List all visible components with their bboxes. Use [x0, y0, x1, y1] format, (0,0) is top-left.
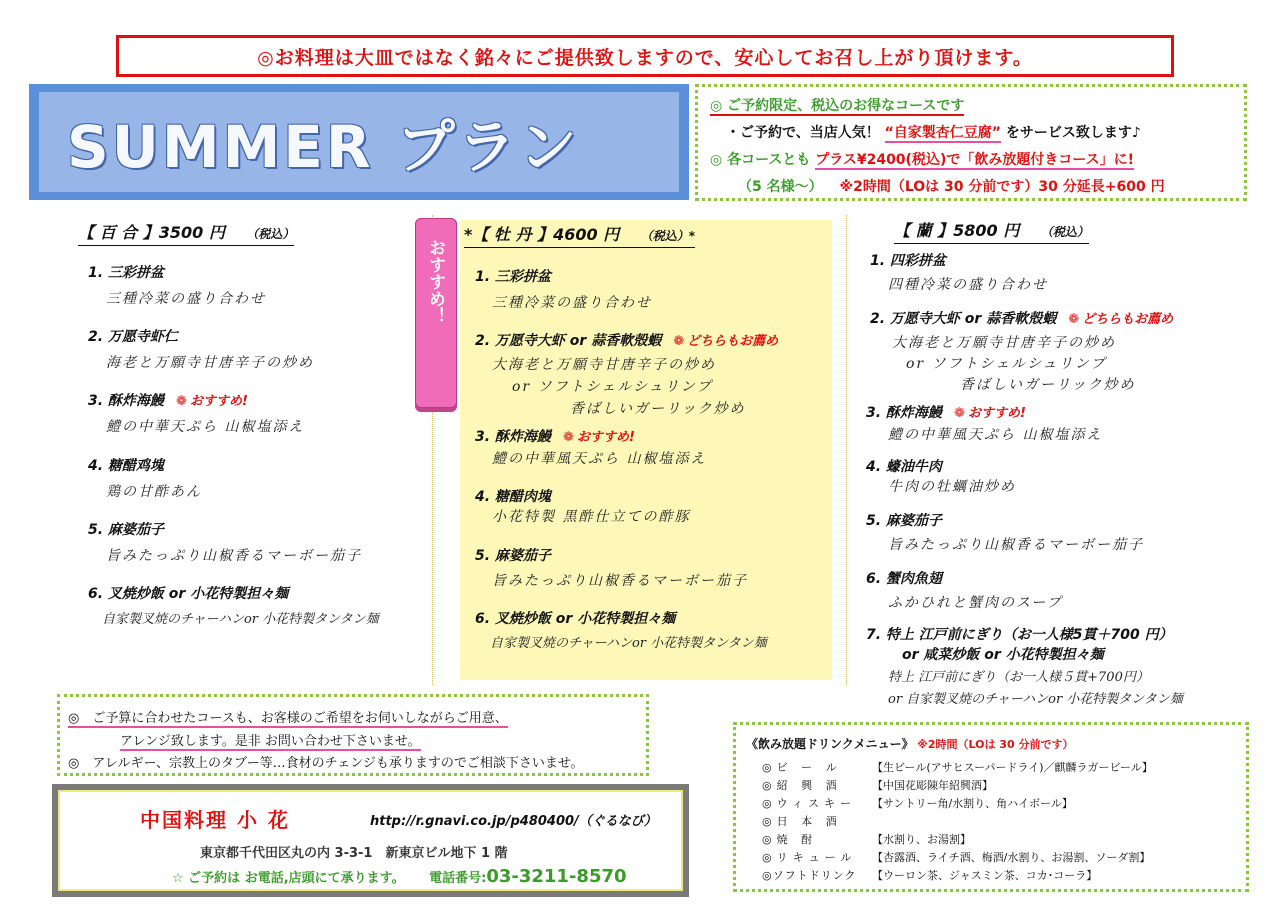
menu-item-name: 7. 特上 江戸前にぎり（お一人様5貫＋700 円） — [866, 627, 1173, 643]
menu-item-desc: 鶏の甘酢あん — [106, 484, 202, 500]
menu-item-desc: 香ばしいガーリック炒め — [960, 377, 1136, 393]
drink-menu-note: ※2時間（LOは 30 分前です） — [917, 738, 1074, 751]
info-line2a: ・ご予約で、当店人気！ — [726, 125, 880, 141]
note-line1: ◎ ご予算に合わせたコースも、お客様のご希望をお伺いしながらご用意、 — [68, 711, 508, 726]
menu-item-name: 5. 麻婆茄子 — [88, 522, 164, 538]
info-line2c: をサービス致します♪ — [1005, 125, 1141, 141]
info-line4a: （5 名様～） — [738, 179, 823, 195]
drink-row: ◎ソフトドリンク 【ウーロン茶、ジャスミン茶、コカ･コーラ】 — [762, 869, 1098, 882]
menu-item-desc: 三種冷菜の盛り合わせ — [106, 291, 266, 307]
drink-row: ◎ウィスキー 【サントリー角/水割り、角ハイボール】 — [762, 797, 1073, 810]
course-yuri-name: 【 百 合 】3500 円 — [78, 223, 225, 242]
menu-item-desc: 大海老と万願寺甘唐辛子の炒め — [892, 335, 1116, 351]
banner-title: SUMMER プラン — [67, 113, 580, 181]
reserve-text: ☆ ご予約は お電話,店頭にて承ります。 — [172, 871, 405, 886]
recommend-badge: ❁ おすすめ! — [954, 406, 1026, 421]
recommend-label: おすすめ！ — [425, 239, 445, 324]
course-botan-name: *【 牡 丹 】4600 円 — [464, 225, 620, 244]
menu-item-desc: 特上 江戸前にぎり（お一人様５貫+700円） — [888, 670, 1149, 685]
notes-box — [57, 694, 649, 776]
note-line2: アレンジ致します。是非 お問い合わせ下さいませ。 — [120, 734, 421, 749]
info-line1: ◎ ご予約限定、税込のお得なコースです — [710, 98, 965, 114]
course-yuri-tax: （税込） — [246, 227, 295, 241]
menu-item-desc: 海老と万願寺甘唐辛子の炒め — [106, 355, 314, 371]
menu-item-desc: or 自家製叉焼のチャーハンor 小花特製タンタン麺 — [888, 692, 1183, 707]
menu-item-name: 3. 酥炸海鰻❁ おすすめ! — [866, 402, 1026, 422]
menu-item-name: 1. 四彩拼盆 — [870, 253, 946, 269]
info-line4b: ※2時間（LOは 30 分前です）30 分延長+600 円 — [839, 179, 1165, 195]
menu-item-desc: or ソフトシェルシュリンプ — [512, 379, 713, 395]
drink-row: ◎紹 興 酒 【中国花彫陳年紹興酒】 — [762, 779, 993, 792]
menu-item-desc: 鱧の中華風天ぷら 山椒塩添え — [492, 451, 707, 467]
drink-menu-box — [733, 722, 1249, 892]
shop-info-frame — [52, 784, 689, 897]
shop-address: 東京都千代田区丸の内 3-3-1 新東京ビル地下 1 階 — [200, 846, 508, 861]
drink-menu-header — [746, 735, 1073, 752]
column-divider-right — [846, 215, 847, 685]
tel-number[interactable]: 03-3211-8570 — [486, 866, 627, 887]
shop-reserve-note — [172, 866, 627, 887]
menu-item-name: 3. 酥炸海鰻❁ おすすめ! — [475, 426, 635, 446]
course-ran-title — [894, 218, 1089, 244]
menu-item-desc: or ソフトシェルシュリンプ — [906, 356, 1107, 372]
menu-item-desc: 牛肉の牡蠣油炒め — [888, 479, 1016, 495]
menu-item-name: 3. 酥炸海鰻❁ おすすめ! — [88, 390, 248, 410]
menu-item-desc: 小花特製 黒酢仕立ての酢豚 — [492, 509, 691, 525]
menu-item-name: 2. 万愿寺大虾 or 蒜香軟殻蝦❁ どちらもお薦め — [475, 330, 778, 350]
info-line3a: ◎ 各コースとも — [710, 152, 811, 168]
note-line3: ◎ アレルギー、宗教上のタブー等…食材のチェンジも承りますのでご相談下さいませ。 — [68, 756, 584, 771]
shop-name: 中国料理 小 花 — [140, 808, 290, 832]
menu-item-name: 2. 万愿寺大虾 or 蒜香軟殻蝦❁ どちらもお薦め — [870, 308, 1173, 328]
recommend-badge: ❁ どちらもお薦め — [673, 334, 778, 349]
menu-item-name: 6. 叉焼炒飯 or 小花特製担々麺 — [475, 611, 676, 627]
menu-item-name: 1. 三彩拼盆 — [475, 269, 551, 285]
shop-info — [58, 790, 683, 891]
menu-item-name: 5. 麻婆茄子 — [475, 548, 551, 564]
recommend-badge: ❁ おすすめ! — [176, 394, 248, 409]
menu-item-name: 4. 糖醋肉塊 — [475, 489, 551, 505]
menu-item-desc: 旨みたっぷり山椒香るマーボー茄子 — [106, 548, 362, 564]
drink-row: ◎焼 酎 【水割り、お湯割】 — [762, 833, 971, 846]
recommend-badge: ❁ どちらもお薦め — [1068, 312, 1173, 327]
menu-item-desc: 大海老と万願寺甘唐辛子の炒め — [492, 357, 716, 373]
menu-item-desc: 旨みたっぷり山椒香るマーボー茄子 — [492, 573, 748, 589]
menu-item-desc: 鱧の中華風天ぷら 山椒塩添え — [888, 427, 1103, 443]
info-line2b: “自家製杏仁豆腐” — [884, 125, 1002, 141]
menu-item-desc: 旨みたっぷり山椒香るマーボー茄子 — [888, 537, 1144, 553]
menu-item-desc: 香ばしいガーリック炒め — [570, 401, 746, 417]
course-botan-title — [464, 222, 695, 248]
menu-item-desc: 鱧の中華天ぷら 山椒塩添え — [106, 419, 305, 435]
menu-item-desc: 自家製叉焼のチャーハンor 小花特製タンタン麺 — [102, 612, 379, 627]
course-ran-tax: （税込） — [1040, 225, 1089, 239]
shop-url-link[interactable]: http://r.gnavi.co.jp/p480400/（ぐるなび） — [370, 814, 657, 829]
notice-text: ◎お料理は大皿ではなく銘々にご提供致しますので、安心してお召し上がり頂けます。 — [257, 46, 1033, 69]
drink-row: ◎リキュール 【杏露酒、ライチ酒、梅酒/水割り、お湯割、ソーダ割】 — [762, 851, 1151, 864]
drink-row: ◎ビ ー ル 【生ビール(アサヒスーパードライ)／麒麟ラガービール】 — [762, 761, 1153, 774]
banner — [39, 92, 679, 192]
menu-item-desc: ふかひれと蟹肉のスープ — [888, 595, 1063, 611]
menu-item-desc: 四種冷菜の盛り合わせ — [888, 277, 1048, 293]
recommend-badge: ❁ おすすめ! — [563, 430, 635, 445]
menu-item-name: or 咸菜炒飯 or 小花特製担々麺 — [902, 647, 1104, 663]
drink-row: ◎日 本 酒 — [762, 815, 842, 828]
menu-item-desc: 自家製叉焼のチャーハンor 小花特製タンタン麺 — [490, 636, 767, 651]
info-box — [695, 84, 1247, 201]
menu-item-desc: 三種冷菜の盛り合わせ — [492, 295, 652, 311]
top-notice — [116, 35, 1174, 77]
menu-item-name: 6. 蟹肉魚翅 — [866, 571, 942, 587]
menu-item-name: 4. 糖醋鸡塊 — [88, 458, 164, 474]
menu-item-name: 1. 三彩拼盆 — [88, 265, 164, 281]
menu-item-name: 2. 万愿寺虾仁 — [88, 329, 178, 345]
recommend-scroll — [415, 218, 457, 408]
info-line3b: プラス¥2400(税込)で「飲み放題付きコース」に! — [815, 152, 1135, 168]
course-ran-name: 【 蘭 】5800 円 — [894, 221, 1020, 240]
drink-menu-title: 《飲み放題ドリンクメニュー》 — [746, 737, 914, 751]
tel-label: 電話番号: — [429, 871, 487, 886]
menu-item-name: 6. 叉焼炒飯 or 小花特製担々麺 — [88, 586, 289, 602]
course-yuri-title — [78, 220, 294, 246]
menu-item-name: 4. 蠔油牛肉 — [866, 459, 942, 475]
course-botan-tax: （税込）* — [640, 229, 696, 243]
menu-item-name: 5. 麻婆茄子 — [866, 513, 942, 529]
